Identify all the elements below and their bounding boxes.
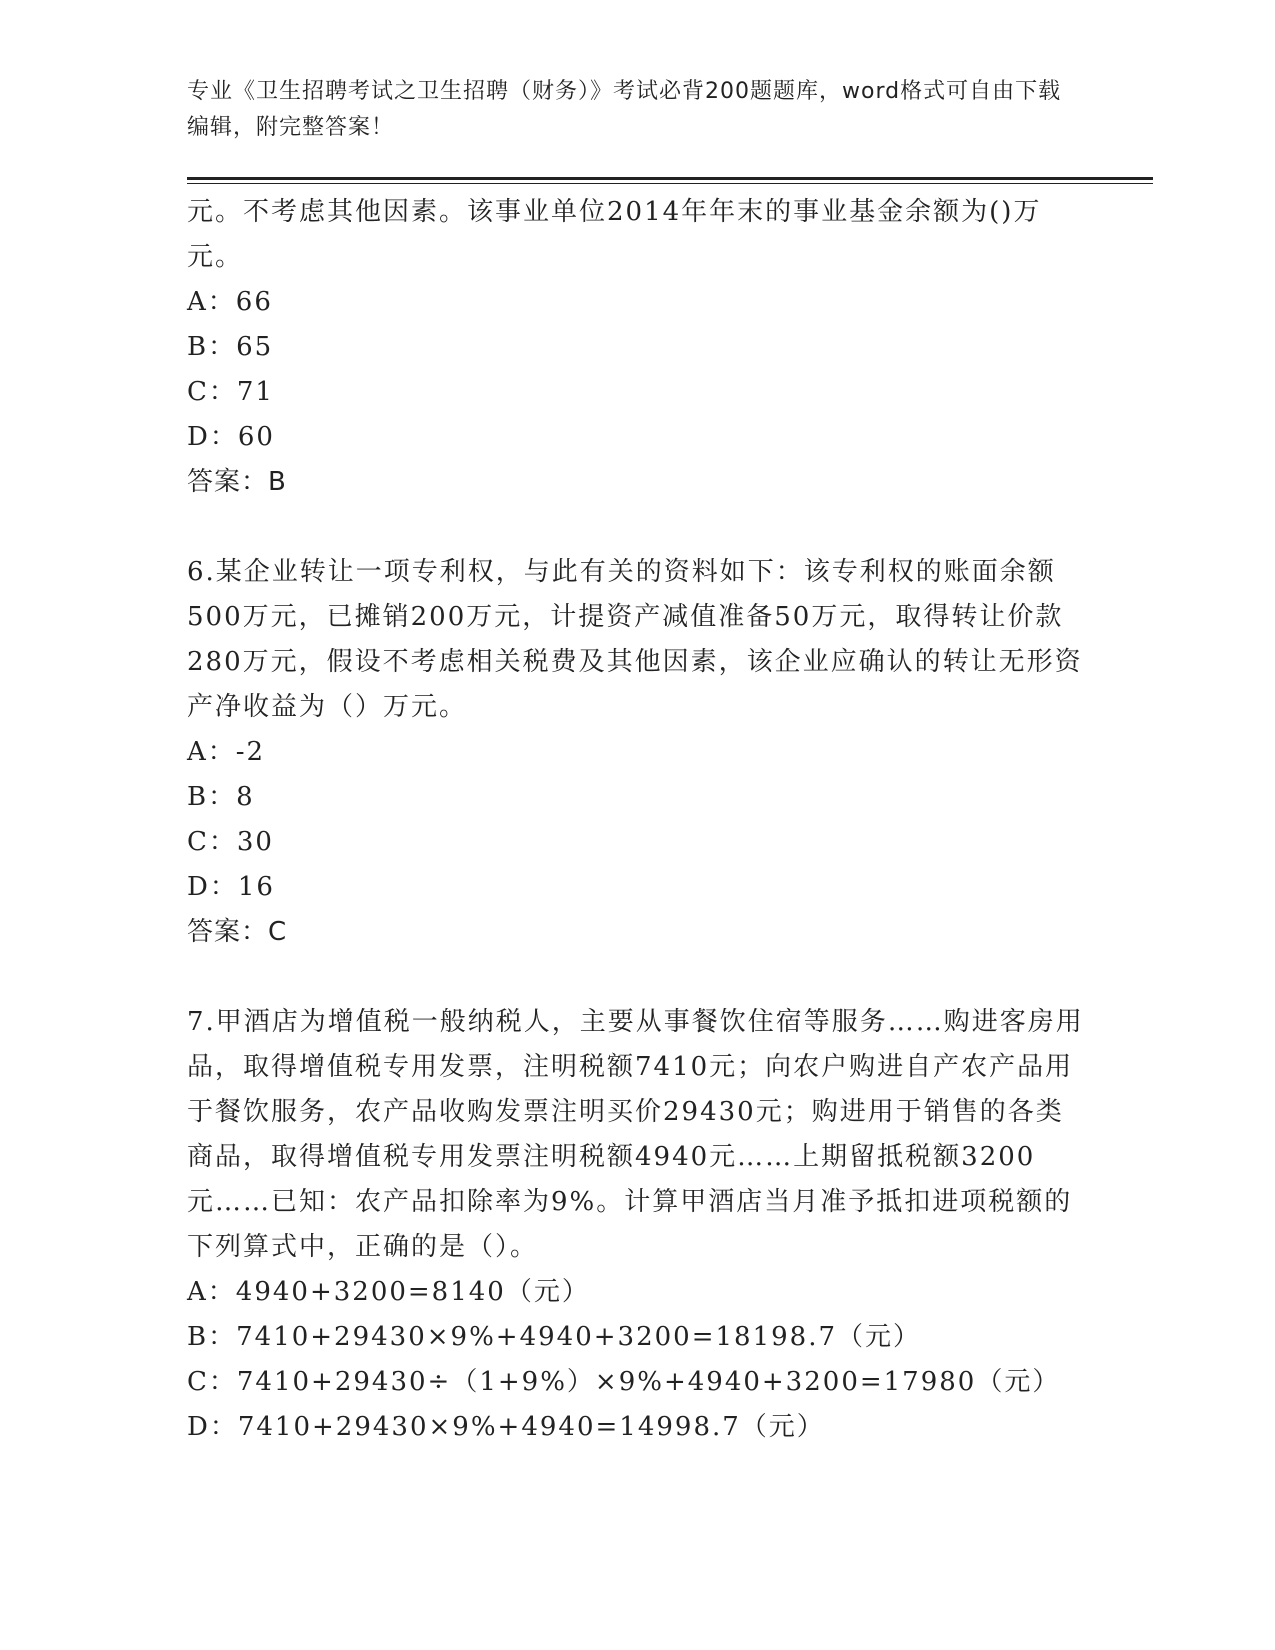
question-7-stem: 7.甲酒店为增值税一般纳税人，主要从事餐饮住宿等服务……购进客房用品，取得增值税专用发票，注明税额7410元；向农户购进自产农产品用于餐饮服务，农产品收购发票注明买价29430元；购进用于销售的各类商品，取得增值税专用发票注明税额4940元……上期留抵税额3200元……已知：农产品扣除率为9%。计算甲酒店当月准予抵扣进项税额的下列算式中，正确的是（）。: [187, 1007, 1084, 1262]
spacer: [187, 505, 1087, 550]
question-5-answer: 答案：B: [187, 467, 287, 497]
question-6-option-c: C：30: [187, 827, 274, 857]
question-5-option-c: C：71: [187, 377, 274, 407]
question-5-option-a: A：66: [187, 287, 273, 317]
question-6-answer: 答案：C: [187, 917, 288, 947]
document-body: [187, 190, 1087, 1450]
question-7-option-c: C：7410+29430÷（1+9%）×9%+4940+3200=17980（元）: [187, 1367, 1061, 1397]
question-6-option-b: B：8: [187, 782, 255, 812]
question-5-option-d: D：60: [187, 422, 275, 452]
question-6-stem: 6.某企业转让一项专利权，与此有关的资料如下：该专利权的账面余额500万元，已摊销200万元，计提资产减值准备50万元，取得转让价款280万元，假设不考虑相关税费及其他因素，该企业应确认的转让无形资产净收益为（）万元。: [187, 557, 1083, 722]
question-7-option-b: B：7410+29430×9%+4940+3200=18198.7（元）: [187, 1322, 922, 1352]
question-7-option-a: A：4940+3200=8140（元）: [187, 1277, 590, 1307]
question-6-option-a: A：-2: [187, 737, 266, 767]
question-6-option-d: D：16: [187, 872, 275, 902]
header-divider-thick: [187, 177, 1153, 180]
question-5-option-b: B：65: [187, 332, 274, 362]
page-header: 专业《卫生招聘考试之卫生招聘（财务）》考试必背200题题库，word格式可自由下载编辑，附完整答案！: [187, 79, 1062, 140]
question-7-option-d: D：7410+29430×9%+4940=14998.7（元）: [187, 1412, 825, 1442]
question-5-stem: 元。不考虑其他因素。该事业单位2014年年末的事业基金余额为()万元。: [187, 197, 1042, 272]
spacer: [187, 955, 1087, 1000]
header-divider-thin: [187, 183, 1153, 184]
